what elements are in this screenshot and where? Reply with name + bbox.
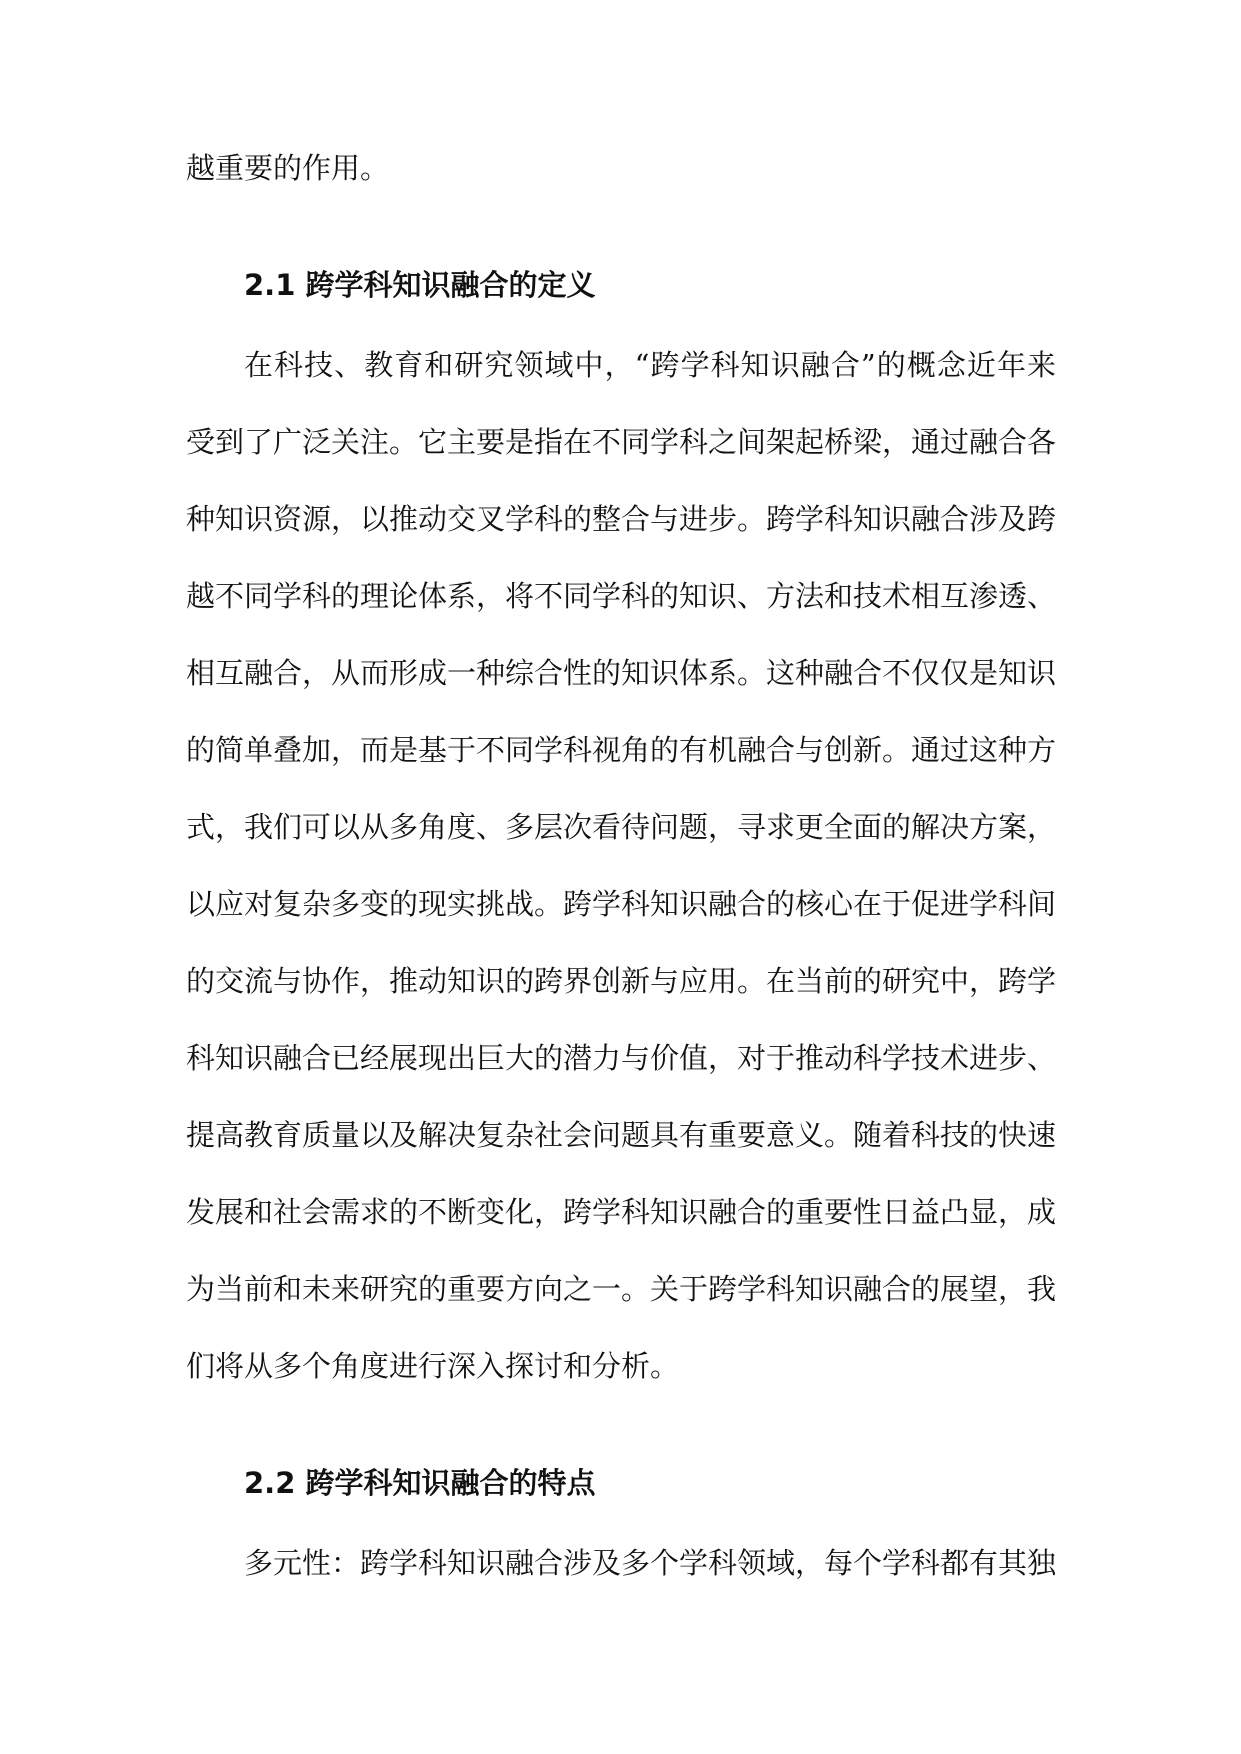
paragraph-line: 越不同学科的理论体系，将不同学科的知识、方法和技术相互渗透、 [186,579,1057,613]
section-heading: 2.1 跨学科知识融合的定义 [244,268,596,302]
paragraph [186,335,1056,1413]
paragraph-line: 们将从多个角度进行深入探讨和分析。 [186,1349,680,1383]
paragraph-line: 提高教育质量以及解决复杂社会问题具有重要意义。随着科技的快速 [186,1118,1057,1152]
paragraph-line: 的交流与协作，推动知识的跨界创新与应用。在当前的研究中，跨学 [186,964,1057,998]
section-heading: 2.2 跨学科知识融合的特点 [244,1466,596,1500]
paragraph-line: 受到了广泛关注。它主要是指在不同学科之间架起桥梁，通过融合各 [186,425,1057,459]
paragraph-line: 种知识资源，以推动交叉学科的整合与进步。跨学科知识融合涉及跨 [186,502,1057,536]
paragraph-line: 科知识融合已经展现出巨大的潜力与价值，对于推动科学技术进步、 [186,1041,1057,1075]
paragraph-line: 多元性：跨学科知识融合涉及多个学科领域，每个学科都有其独 [244,1546,1057,1580]
paragraph-line: 在科技、教育和研究领域中，“跨学科知识融合”的概念近年来 [244,348,1056,382]
paragraph-line: 为当前和未来研究的重要方向之一。关于跨学科知识融合的展望，我 [186,1272,1057,1306]
paragraph [186,1533,1056,1610]
paragraph-line: 的简单叠加，而是基于不同学科视角的有机融合与创新。通过这种方 [186,733,1057,767]
paragraph-line: 式，我们可以从多角度、多层次看待问题，寻求更全面的解决方案， [186,810,1057,844]
document-body [186,138,1056,1610]
paragraph-line: 以应对复杂多变的现实挑战。跨学科知识融合的核心在于促进学科间 [186,887,1057,921]
paragraph-line: 发展和社会需求的不断变化，跨学科知识融合的重要性日益凸显，成 [186,1195,1057,1229]
paragraph-line: 越重要的作用。 [186,151,390,185]
paragraph-line: 相互融合，从而形成一种综合性的知识体系。这种融合不仅仅是知识 [186,656,1057,690]
